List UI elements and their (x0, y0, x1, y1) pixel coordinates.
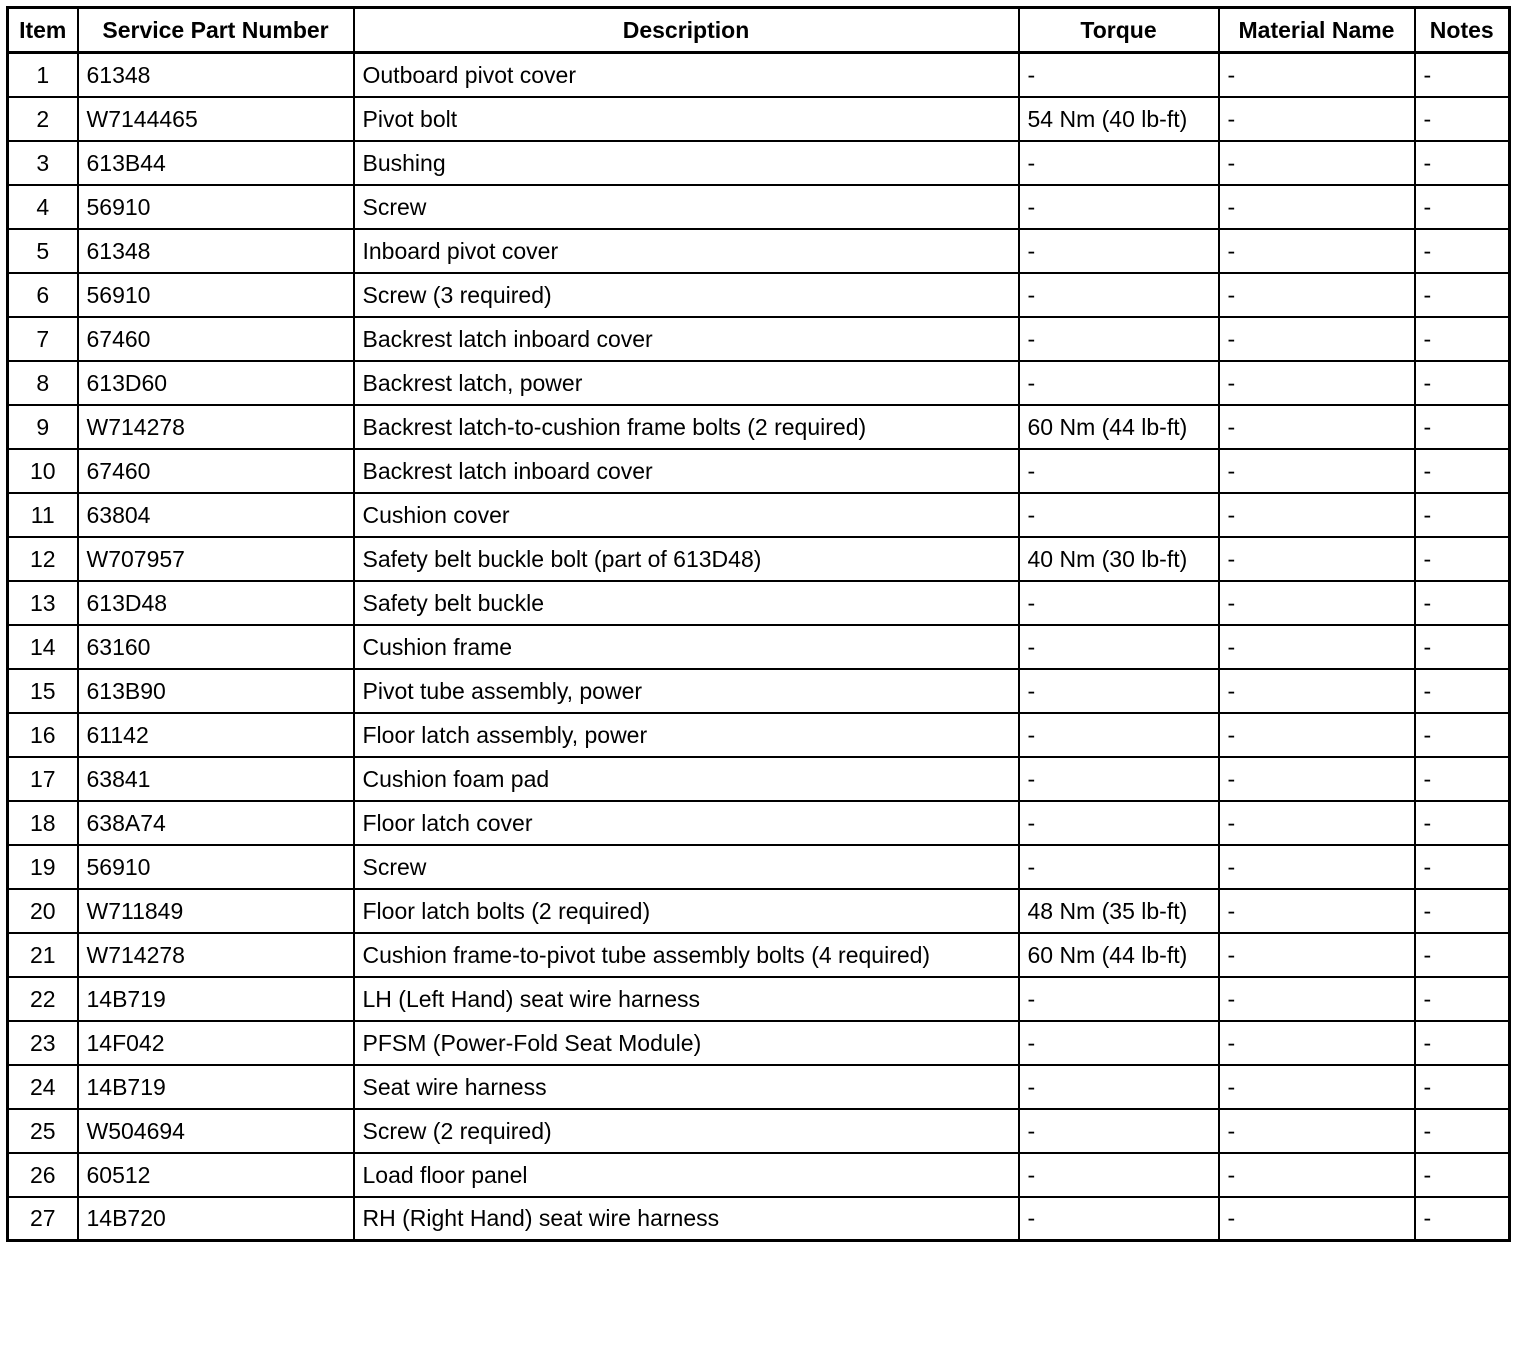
cell-notes: - (1415, 317, 1510, 361)
cell-material-name: - (1219, 1153, 1415, 1197)
cell-material-name: - (1219, 1109, 1415, 1153)
header-item: Item (8, 8, 78, 53)
cell-description: Screw (354, 185, 1019, 229)
cell-item: 16 (8, 713, 78, 757)
cell-service-part-number: 14F042 (78, 1021, 354, 1065)
table-row (8, 1153, 1510, 1197)
table-body (8, 53, 1510, 1241)
cell-material-name: - (1219, 361, 1415, 405)
cell-description: Backrest latch inboard cover (354, 317, 1019, 361)
cell-torque: - (1019, 1021, 1219, 1065)
cell-torque: 54 Nm (40 lb-ft) (1019, 97, 1219, 141)
cell-item: 21 (8, 933, 78, 977)
header-description: Description (354, 8, 1019, 53)
cell-notes: - (1415, 669, 1510, 713)
table-row (8, 317, 1510, 361)
cell-material-name: - (1219, 1021, 1415, 1065)
cell-item: 7 (8, 317, 78, 361)
cell-torque: 60 Nm (44 lb-ft) (1019, 405, 1219, 449)
cell-service-part-number: 63804 (78, 493, 354, 537)
cell-item: 27 (8, 1197, 78, 1241)
cell-notes: - (1415, 185, 1510, 229)
cell-item: 18 (8, 801, 78, 845)
cell-service-part-number: 14B720 (78, 1197, 354, 1241)
cell-torque: - (1019, 1197, 1219, 1241)
cell-torque: - (1019, 625, 1219, 669)
cell-description: Pivot bolt (354, 97, 1019, 141)
cell-torque: - (1019, 977, 1219, 1021)
cell-item: 24 (8, 1065, 78, 1109)
cell-notes: - (1415, 361, 1510, 405)
table-row (8, 713, 1510, 757)
cell-material-name: - (1219, 625, 1415, 669)
cell-description: RH (Right Hand) seat wire harness (354, 1197, 1019, 1241)
cell-item: 26 (8, 1153, 78, 1197)
cell-service-part-number: W7144465 (78, 97, 354, 141)
cell-notes: - (1415, 801, 1510, 845)
cell-torque: - (1019, 53, 1219, 97)
cell-notes: - (1415, 449, 1510, 493)
header-service-part-number: Service Part Number (78, 8, 354, 53)
table-row (8, 933, 1510, 977)
cell-service-part-number: 613D60 (78, 361, 354, 405)
cell-service-part-number: 61348 (78, 53, 354, 97)
cell-notes: - (1415, 493, 1510, 537)
cell-service-part-number: 60512 (78, 1153, 354, 1197)
cell-torque: - (1019, 1153, 1219, 1197)
cell-material-name: - (1219, 889, 1415, 933)
cell-material-name: - (1219, 229, 1415, 273)
cell-torque: - (1019, 361, 1219, 405)
table-row (8, 1065, 1510, 1109)
cell-description: Bushing (354, 141, 1019, 185)
cell-description: Cushion frame (354, 625, 1019, 669)
cell-torque: - (1019, 449, 1219, 493)
cell-service-part-number: 613B90 (78, 669, 354, 713)
cell-item: 11 (8, 493, 78, 537)
cell-torque: - (1019, 669, 1219, 713)
cell-material-name: - (1219, 449, 1415, 493)
table-row (8, 1197, 1510, 1241)
cell-item: 19 (8, 845, 78, 889)
cell-service-part-number: W707957 (78, 537, 354, 581)
table-row (8, 1021, 1510, 1065)
cell-material-name: - (1219, 537, 1415, 581)
cell-torque: - (1019, 713, 1219, 757)
cell-description: Safety belt buckle (354, 581, 1019, 625)
cell-torque: - (1019, 801, 1219, 845)
cell-material-name: - (1219, 273, 1415, 317)
table-row (8, 405, 1510, 449)
cell-item: 13 (8, 581, 78, 625)
cell-description: Cushion foam pad (354, 757, 1019, 801)
cell-description: Safety belt buckle bolt (part of 613D48) (354, 537, 1019, 581)
cell-description: Outboard pivot cover (354, 53, 1019, 97)
cell-item: 20 (8, 889, 78, 933)
table-row (8, 97, 1510, 141)
cell-material-name: - (1219, 493, 1415, 537)
cell-service-part-number: W714278 (78, 933, 354, 977)
cell-material-name: - (1219, 757, 1415, 801)
cell-material-name: - (1219, 1197, 1415, 1241)
table-row (8, 449, 1510, 493)
table-row (8, 1109, 1510, 1153)
table-row (8, 581, 1510, 625)
cell-notes: - (1415, 97, 1510, 141)
cell-item: 15 (8, 669, 78, 713)
cell-item: 12 (8, 537, 78, 581)
cell-notes: - (1415, 933, 1510, 977)
cell-torque: - (1019, 185, 1219, 229)
cell-torque: - (1019, 493, 1219, 537)
cell-notes: - (1415, 757, 1510, 801)
cell-service-part-number: 56910 (78, 273, 354, 317)
cell-item: 5 (8, 229, 78, 273)
cell-torque: - (1019, 141, 1219, 185)
cell-material-name: - (1219, 97, 1415, 141)
cell-service-part-number: 14B719 (78, 1065, 354, 1109)
cell-notes: - (1415, 1065, 1510, 1109)
header-notes: Notes (1415, 8, 1510, 53)
cell-torque: 60 Nm (44 lb-ft) (1019, 933, 1219, 977)
cell-torque: 48 Nm (35 lb-ft) (1019, 889, 1219, 933)
cell-material-name: - (1219, 713, 1415, 757)
cell-torque: - (1019, 1109, 1219, 1153)
cell-torque: - (1019, 273, 1219, 317)
cell-description: Backrest latch inboard cover (354, 449, 1019, 493)
cell-notes: - (1415, 845, 1510, 889)
parts-table (6, 6, 1511, 1242)
table-row (8, 889, 1510, 933)
cell-notes: - (1415, 581, 1510, 625)
cell-description: Floor latch cover (354, 801, 1019, 845)
cell-description: Screw (3 required) (354, 273, 1019, 317)
cell-service-part-number: W711849 (78, 889, 354, 933)
cell-description: Screw (354, 845, 1019, 889)
cell-item: 23 (8, 1021, 78, 1065)
cell-service-part-number: 61142 (78, 713, 354, 757)
cell-description: LH (Left Hand) seat wire harness (354, 977, 1019, 1021)
cell-notes: - (1415, 625, 1510, 669)
cell-notes: - (1415, 53, 1510, 97)
cell-description: Pivot tube assembly, power (354, 669, 1019, 713)
cell-material-name: - (1219, 845, 1415, 889)
table-row (8, 229, 1510, 273)
cell-notes: - (1415, 537, 1510, 581)
cell-torque: - (1019, 757, 1219, 801)
cell-description: Backrest latch-to-cushion frame bolts (2 required) (354, 405, 1019, 449)
cell-service-part-number: 67460 (78, 449, 354, 493)
cell-item: 22 (8, 977, 78, 1021)
cell-item: 17 (8, 757, 78, 801)
cell-torque: - (1019, 1065, 1219, 1109)
cell-item: 2 (8, 97, 78, 141)
cell-service-part-number: 14B719 (78, 977, 354, 1021)
table-row (8, 185, 1510, 229)
cell-notes: - (1415, 1153, 1510, 1197)
cell-item: 9 (8, 405, 78, 449)
cell-material-name: - (1219, 141, 1415, 185)
cell-description: Inboard pivot cover (354, 229, 1019, 273)
cell-item: 4 (8, 185, 78, 229)
cell-notes: - (1415, 141, 1510, 185)
cell-service-part-number: 67460 (78, 317, 354, 361)
cell-torque: - (1019, 317, 1219, 361)
table-row (8, 977, 1510, 1021)
cell-item: 1 (8, 53, 78, 97)
table-row (8, 757, 1510, 801)
cell-material-name: - (1219, 669, 1415, 713)
cell-service-part-number: 61348 (78, 229, 354, 273)
table-row (8, 273, 1510, 317)
table-row (8, 493, 1510, 537)
table-row (8, 537, 1510, 581)
cell-notes: - (1415, 405, 1510, 449)
cell-item: 6 (8, 273, 78, 317)
cell-torque: 40 Nm (30 lb-ft) (1019, 537, 1219, 581)
cell-item: 14 (8, 625, 78, 669)
cell-torque: - (1019, 845, 1219, 889)
table-row (8, 625, 1510, 669)
table-row (8, 845, 1510, 889)
cell-notes: - (1415, 229, 1510, 273)
cell-material-name: - (1219, 933, 1415, 977)
cell-description: PFSM (Power-Fold Seat Module) (354, 1021, 1019, 1065)
table-row (8, 53, 1510, 97)
table-row (8, 669, 1510, 713)
cell-service-part-number: 613B44 (78, 141, 354, 185)
cell-item: 25 (8, 1109, 78, 1153)
cell-service-part-number: 613D48 (78, 581, 354, 625)
cell-service-part-number: 63160 (78, 625, 354, 669)
cell-notes: - (1415, 713, 1510, 757)
table-row (8, 801, 1510, 845)
cell-notes: - (1415, 1109, 1510, 1153)
cell-material-name: - (1219, 1065, 1415, 1109)
cell-description: Cushion frame-to-pivot tube assembly bolts (4 required) (354, 933, 1019, 977)
cell-material-name: - (1219, 53, 1415, 97)
cell-description: Load floor panel (354, 1153, 1019, 1197)
cell-material-name: - (1219, 977, 1415, 1021)
cell-description: Floor latch bolts (2 required) (354, 889, 1019, 933)
cell-service-part-number: 63841 (78, 757, 354, 801)
cell-item: 8 (8, 361, 78, 405)
cell-description: Cushion cover (354, 493, 1019, 537)
cell-item: 10 (8, 449, 78, 493)
table-row (8, 361, 1510, 405)
cell-torque: - (1019, 581, 1219, 625)
header-material-name: Material Name (1219, 8, 1415, 53)
cell-service-part-number: 638A74 (78, 801, 354, 845)
cell-material-name: - (1219, 801, 1415, 845)
cell-notes: - (1415, 889, 1510, 933)
cell-description: Screw (2 required) (354, 1109, 1019, 1153)
cell-service-part-number: 56910 (78, 185, 354, 229)
cell-material-name: - (1219, 405, 1415, 449)
cell-description: Seat wire harness (354, 1065, 1019, 1109)
table-header-row (8, 8, 1510, 53)
cell-material-name: - (1219, 185, 1415, 229)
cell-notes: - (1415, 1197, 1510, 1241)
header-torque: Torque (1019, 8, 1219, 53)
cell-material-name: - (1219, 581, 1415, 625)
cell-material-name: - (1219, 317, 1415, 361)
cell-service-part-number: 56910 (78, 845, 354, 889)
cell-torque: - (1019, 229, 1219, 273)
cell-item: 3 (8, 141, 78, 185)
cell-service-part-number: W714278 (78, 405, 354, 449)
cell-notes: - (1415, 977, 1510, 1021)
cell-description: Floor latch assembly, power (354, 713, 1019, 757)
table-row (8, 141, 1510, 185)
cell-notes: - (1415, 1021, 1510, 1065)
cell-description: Backrest latch, power (354, 361, 1019, 405)
cell-service-part-number: W504694 (78, 1109, 354, 1153)
cell-notes: - (1415, 273, 1510, 317)
